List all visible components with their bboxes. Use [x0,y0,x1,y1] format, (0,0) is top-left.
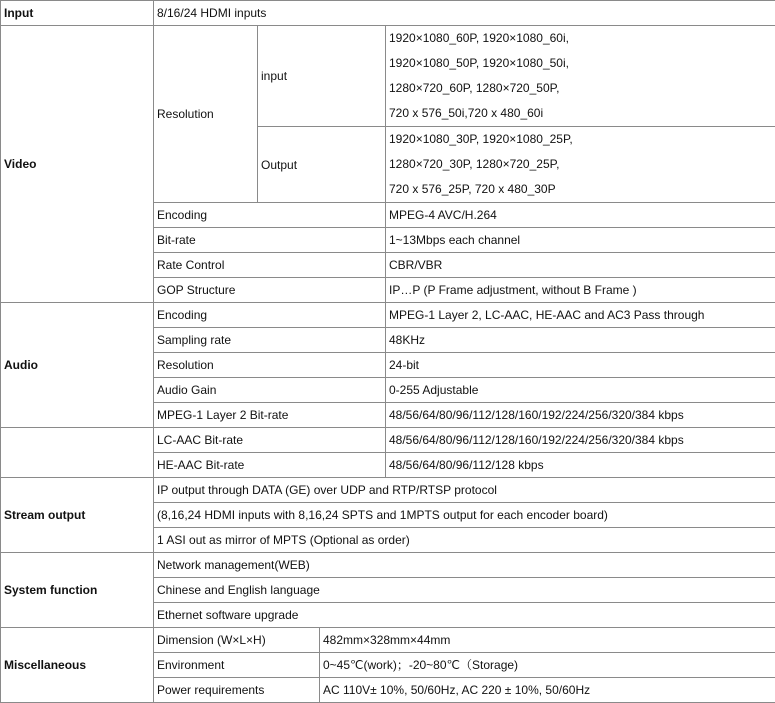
misc-power-value: AC 110V± 10%, 50/60Hz, AC 220 ± 10%, 50/60Hz [320,678,775,703]
audio-encoding-row [1,303,775,328]
system-function-line: Chinese and English language [154,578,775,603]
audio-sampling-value: 48KHz [386,328,775,353]
audio-label: Audio [1,303,154,428]
audio-resolution-label: Resolution [154,353,386,378]
resolution-input-line: 720 x 576_50i,720 x 480_60i [389,101,775,126]
misc-power-label: Power requirements [154,678,320,703]
resolution-input-line: 1280×720_60P, 1280×720_50P, [389,76,775,101]
resolution-input-values [386,26,775,127]
stream-output-line: (8,16,24 HDMI inputs with 8,16,24 SPTS and 1MPTS output for each encoder board) [154,503,775,528]
input-value: 8/16/24 HDMI inputs [154,1,775,26]
resolution-input-label: input [258,26,386,127]
misc-dimension-value: 482mm×328mm×44mm [320,628,775,653]
audio-encoding-label: Encoding [154,303,386,328]
resolution-output-label: Output [258,127,386,203]
resolution-label: Resolution [154,26,258,203]
audio-extra-empty-cell [1,428,154,478]
resolution-output-line: 1920×1080_30P, 1920×1080_25P, [389,127,775,152]
video-bitrate-value: 1~13Mbps each channel [386,228,775,253]
misc-dimension-label: Dimension (W×L×H) [154,628,320,653]
stream-output-line: 1 ASI out as mirror of MPTS (Optional as order) [154,528,775,553]
resolution-output-values [386,127,775,203]
stream-output-line: IP output through DATA (GE) over UDP and RTP/RTSP protocol [154,478,775,503]
misc-environment-label: Environment [154,653,320,678]
stream-output-label: Stream output [1,478,154,553]
system-function-label: System function [1,553,154,628]
audio-lcaac-bitrate-label: LC-AAC Bit-rate [154,428,386,453]
misc-environment-value: 0~45℃(work)；-20~80℃（Storage) [320,653,775,678]
audio-heaac-bitrate-label: HE-AAC Bit-rate [154,453,386,478]
misc-dimension-row [1,628,775,653]
input-row [1,1,775,26]
video-encoding-label: Encoding [154,203,386,228]
audio-sampling-label: Sampling rate [154,328,386,353]
resolution-input-line: 1920×1080_50P, 1920×1080_50i, [389,51,775,76]
stream-output-row [1,478,775,503]
audio-lcaac-bitrate-row [1,428,775,453]
audio-resolution-value: 24-bit [386,353,775,378]
video-label: Video [1,26,154,303]
video-rate-control-value: CBR/VBR [386,253,775,278]
system-function-line: Network management(WEB) [154,553,775,578]
system-function-row [1,553,775,578]
resolution-output-line: 1280×720_30P, 1280×720_25P, [389,152,775,177]
video-gop-label: GOP Structure [154,278,386,303]
audio-encoding-value: MPEG-1 Layer 2, LC-AAC, HE-AAC and AC3 Pass through [386,303,775,328]
audio-lcaac-bitrate-value: 48/56/64/80/96/112/128/160/192/224/256/320/384 kbps [386,428,775,453]
audio-gain-value: 0-255 Adjustable [386,378,775,403]
audio-mpeg1-bitrate-value: 48/56/64/80/96/112/128/160/192/224/256/320/384 kbps [386,403,775,428]
resolution-input-line: 1920×1080_60P, 1920×1080_60i, [389,26,775,51]
miscellaneous-label: Miscellaneous [1,628,154,703]
system-function-line: Ethernet software upgrade [154,603,775,628]
resolution-output-line: 720 x 576_25P, 720 x 480_30P [389,177,775,202]
video-bitrate-label: Bit-rate [154,228,386,253]
audio-mpeg1-bitrate-label: MPEG-1 Layer 2 Bit-rate [154,403,386,428]
video-gop-value: IP…P (P Frame adjustment, without B Frame ) [386,278,775,303]
video-encoding-value: MPEG-4 AVC/H.264 [386,203,775,228]
video-rate-control-label: Rate Control [154,253,386,278]
audio-gain-label: Audio Gain [154,378,386,403]
video-input-row [1,26,775,127]
input-label: Input [1,1,154,26]
audio-heaac-bitrate-value: 48/56/64/80/96/112/128 kbps [386,453,775,478]
